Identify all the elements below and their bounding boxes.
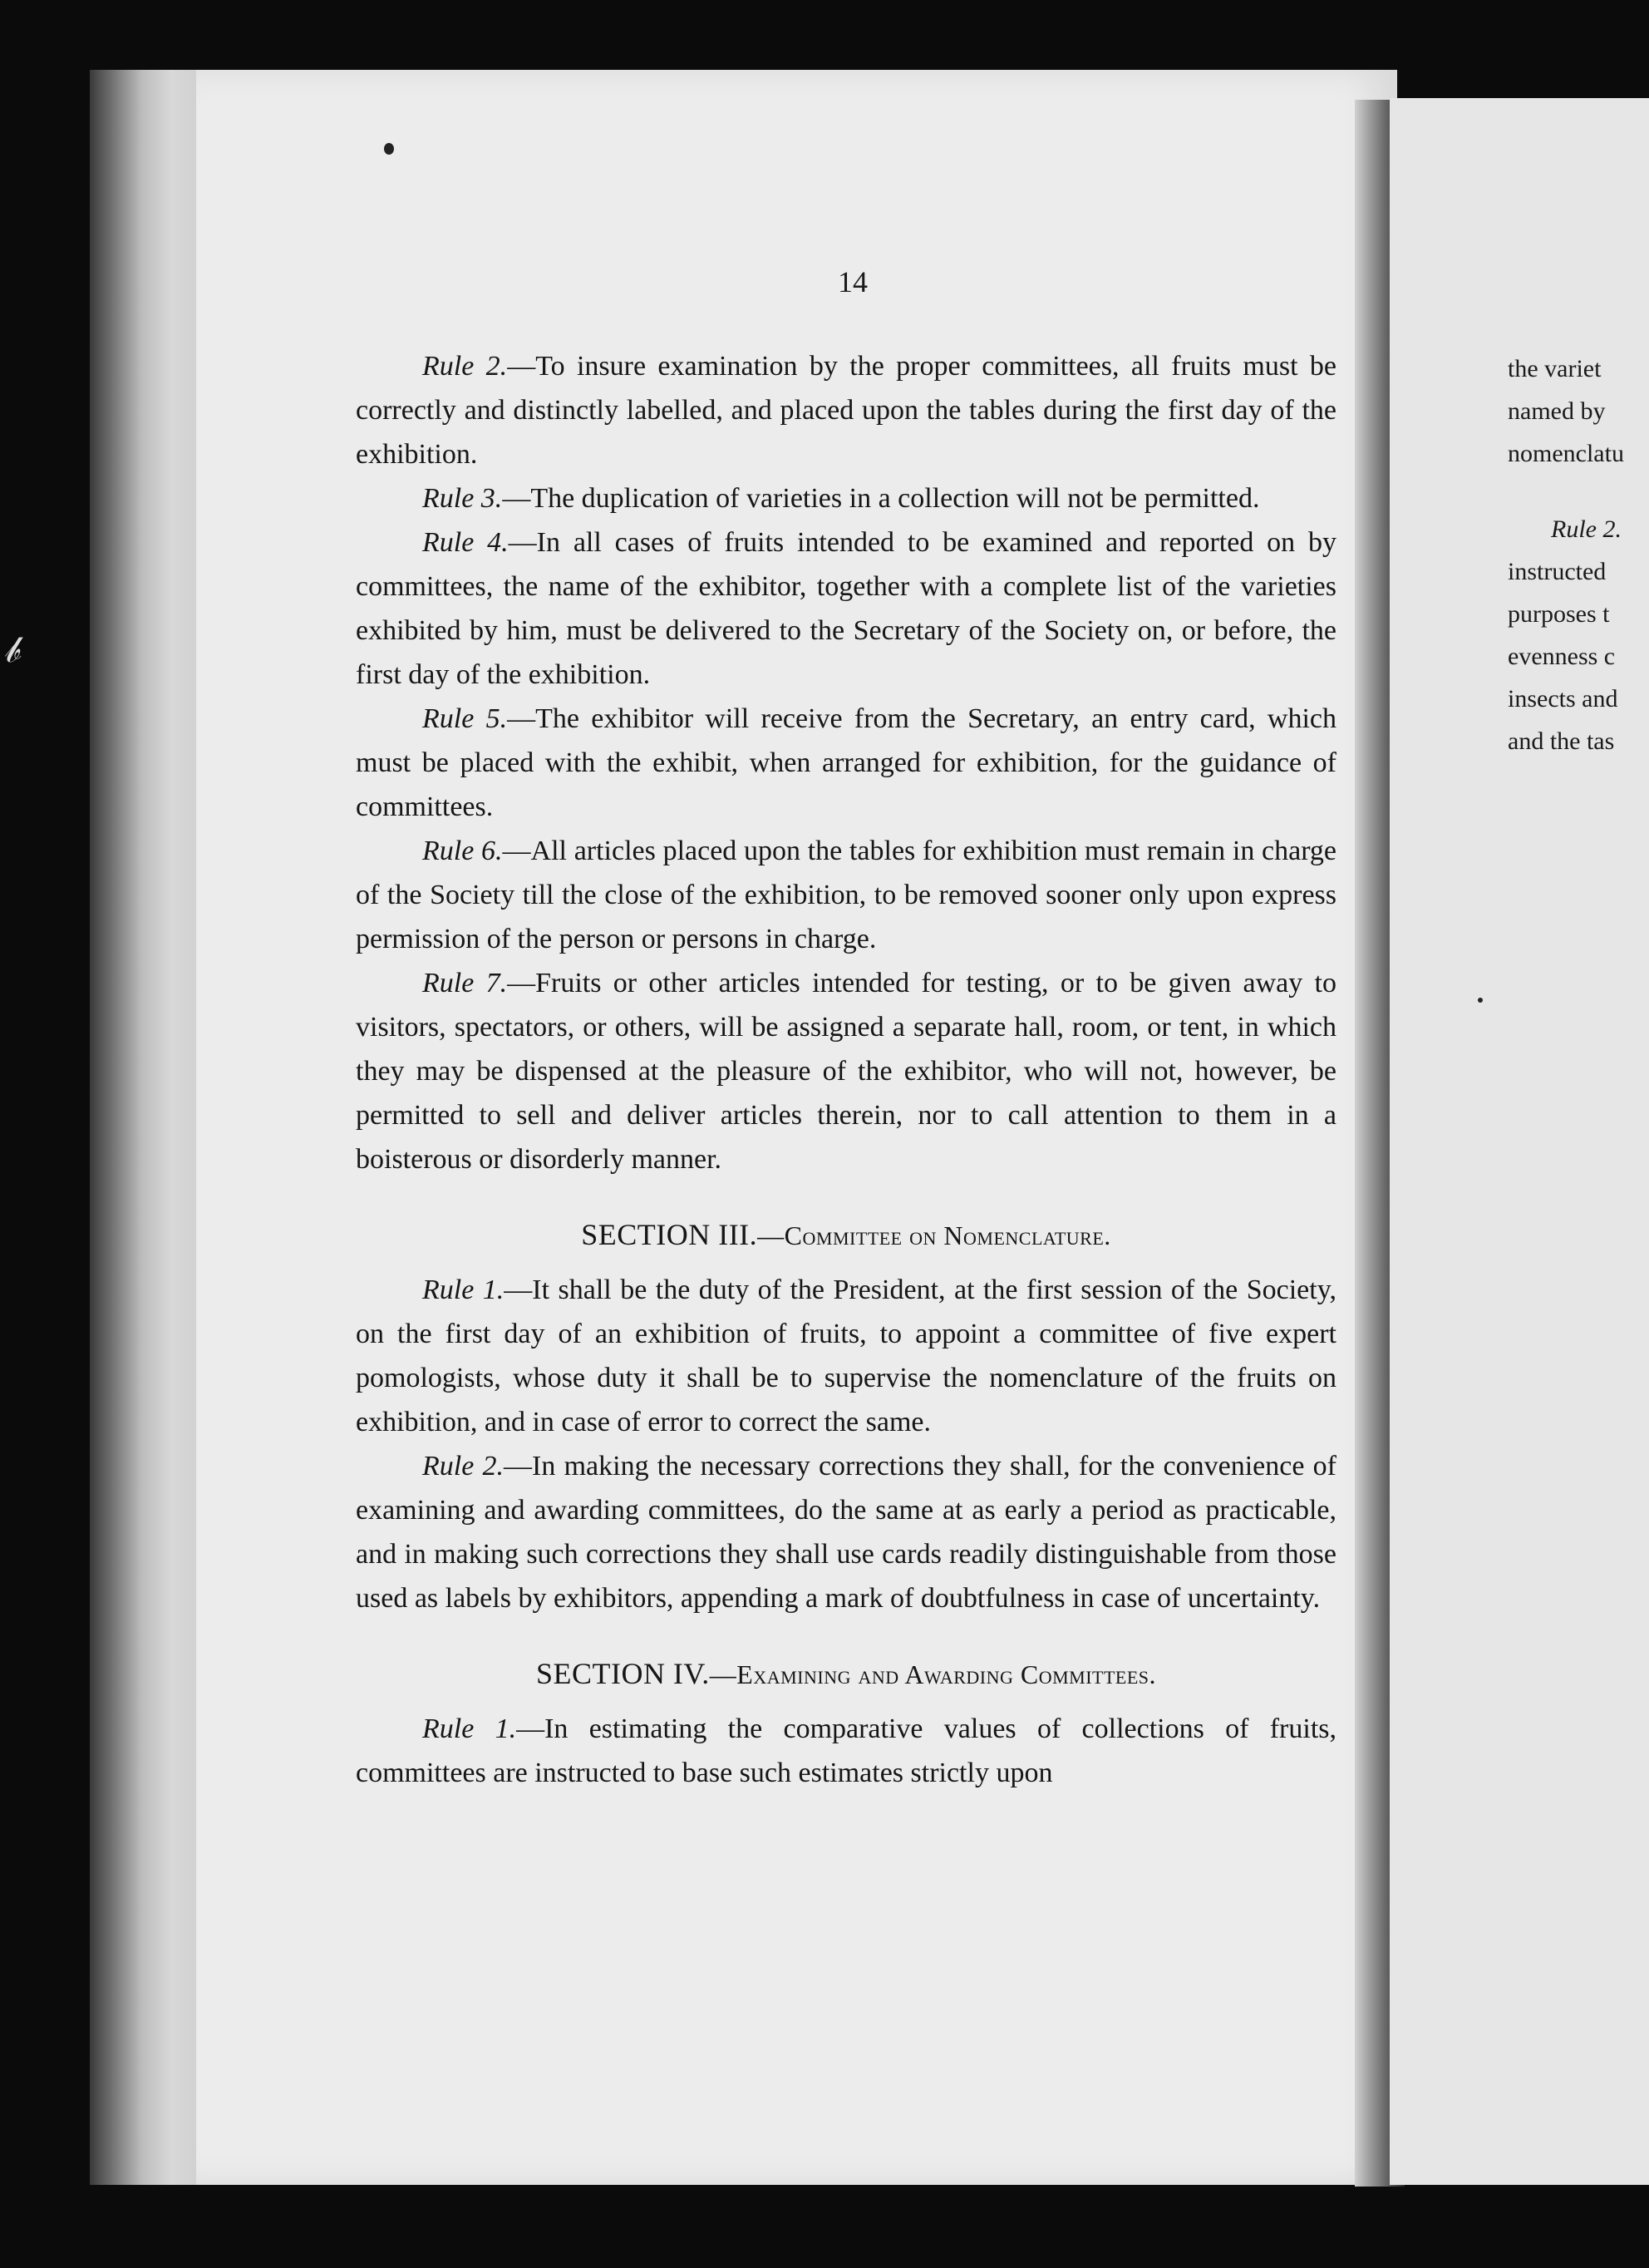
- rule-text: —In estimating the comparative values of collections of fruits, committees are instructed to base such estimates strictly upon: [356, 1713, 1337, 1788]
- facing-page-line: purposes t: [1508, 600, 1610, 628]
- rule-paragraph: [356, 476, 1336, 520]
- rule-paragraph: [356, 1444, 1336, 1620]
- rule-paragraph: [356, 520, 1336, 697]
- section-heading: [356, 1213, 1336, 1258]
- rule-label: Rule 5.: [422, 703, 508, 734]
- ink-speck: [1478, 998, 1483, 1003]
- rule-text: —The exhibitor will receive from the Secretary, an entry card, which must be placed with the exhibit, when arranged for exhibition, for the guidance of committees.: [356, 703, 1336, 822]
- facing-page-line: named by: [1508, 397, 1606, 425]
- rule-label: Rule 4.: [422, 527, 509, 558]
- rule-text: —All articles placed upon the tables for exhibition must remain in charge of the Society till the close of the exhibition, to be removed sooner only upon express permission of the person or persons in charge.: [356, 836, 1337, 954]
- page-number: 14: [838, 265, 868, 298]
- rule-text: —In making the necessary corrections they shall, for the convenience of examining and awarding committees, do the same at as early a period as practicable, and in making such corrections they shall use cards readily distinguishable from those used as labels by exhibitors, appending a mark of doubtfulness in case of uncertainty.: [356, 1451, 1336, 1614]
- facing-page-line: and the tas: [1508, 727, 1615, 755]
- margin-pencil-mark: 𝒷: [5, 629, 21, 671]
- facing-page-line: the variet: [1508, 355, 1602, 382]
- facing-page-line: Rule 2.: [1551, 515, 1622, 543]
- rule-paragraph: [356, 697, 1336, 829]
- rule-paragraph: [356, 344, 1336, 476]
- facing-page-line: [1508, 475, 1649, 508]
- rule-text: —The duplication of varieties in a collection will not be permitted.: [502, 483, 1260, 514]
- section-subtitle: —Examining and Awarding Committees.: [709, 1659, 1157, 1689]
- rule-paragraph: [356, 829, 1336, 961]
- facing-page: [1390, 98, 1649, 2185]
- rule-text: —Fruits or other articles intended for testing, or to be given away to visitors, spectators, or others, will be assigned a separate hall, room, or tent, in which they may be dispensed at the pleasure of the exhibitor, who will not, however, be permitted to sell and deliver articles therein, nor to call attention to them in a boisterous or disorderly manner.: [356, 968, 1336, 1175]
- section-heading: [356, 1652, 1336, 1697]
- facing-page-line: instructed: [1508, 558, 1607, 585]
- rule-paragraph: [356, 1707, 1336, 1795]
- rule-label: Rule 2.: [422, 1451, 505, 1482]
- rule-label: Rule 3.: [422, 483, 503, 514]
- section-subtitle: —Committee on Nomenclature.: [757, 1220, 1111, 1250]
- rule-label: Rule 7.: [422, 968, 508, 998]
- facing-page-line: nomenclatu: [1508, 440, 1624, 467]
- page-body-text: [356, 344, 1336, 1795]
- rule-text: —In all cases of fruits intended to be examined and reported on by committees, the name of the exhibitor, together with a complete list of the varieties exhibited by him, must be delivered to the Secretary of the Society on, or before, the first day of the exhibition.: [356, 527, 1336, 690]
- rule-label: Rule 2.: [422, 351, 508, 382]
- rule-text: —To insure examination by the proper committees, all fruits must be correctly and distinctly labelled, and placed upon the tables during the first day of the exhibition.: [356, 351, 1336, 470]
- facing-page-line: insects and: [1508, 685, 1618, 712]
- rule-label: Rule 6.: [422, 836, 503, 866]
- section-title: SECTION IV.: [535, 1657, 710, 1690]
- ink-speck: [384, 143, 394, 155]
- rule-text: —It shall be the duty of the President, at the first session of the Society, on the first day of an exhibition of fruits, to appoint a committee of five expert pomologists, whose duty it shall be to supervise the nomenclature of the fruits on exhibition, and in case of error to correct the same.: [356, 1275, 1336, 1437]
- facing-page-line: evenness c: [1508, 643, 1616, 670]
- rule-label: Rule 1.: [422, 1275, 505, 1305]
- rule-label: Rule 1.: [422, 1713, 517, 1744]
- rule-paragraph: [356, 961, 1336, 1181]
- book-gutter: [90, 70, 206, 2185]
- section-title: SECTION III.: [581, 1218, 758, 1251]
- rule-paragraph: [356, 1268, 1336, 1444]
- facing-page-text: [1508, 348, 1649, 762]
